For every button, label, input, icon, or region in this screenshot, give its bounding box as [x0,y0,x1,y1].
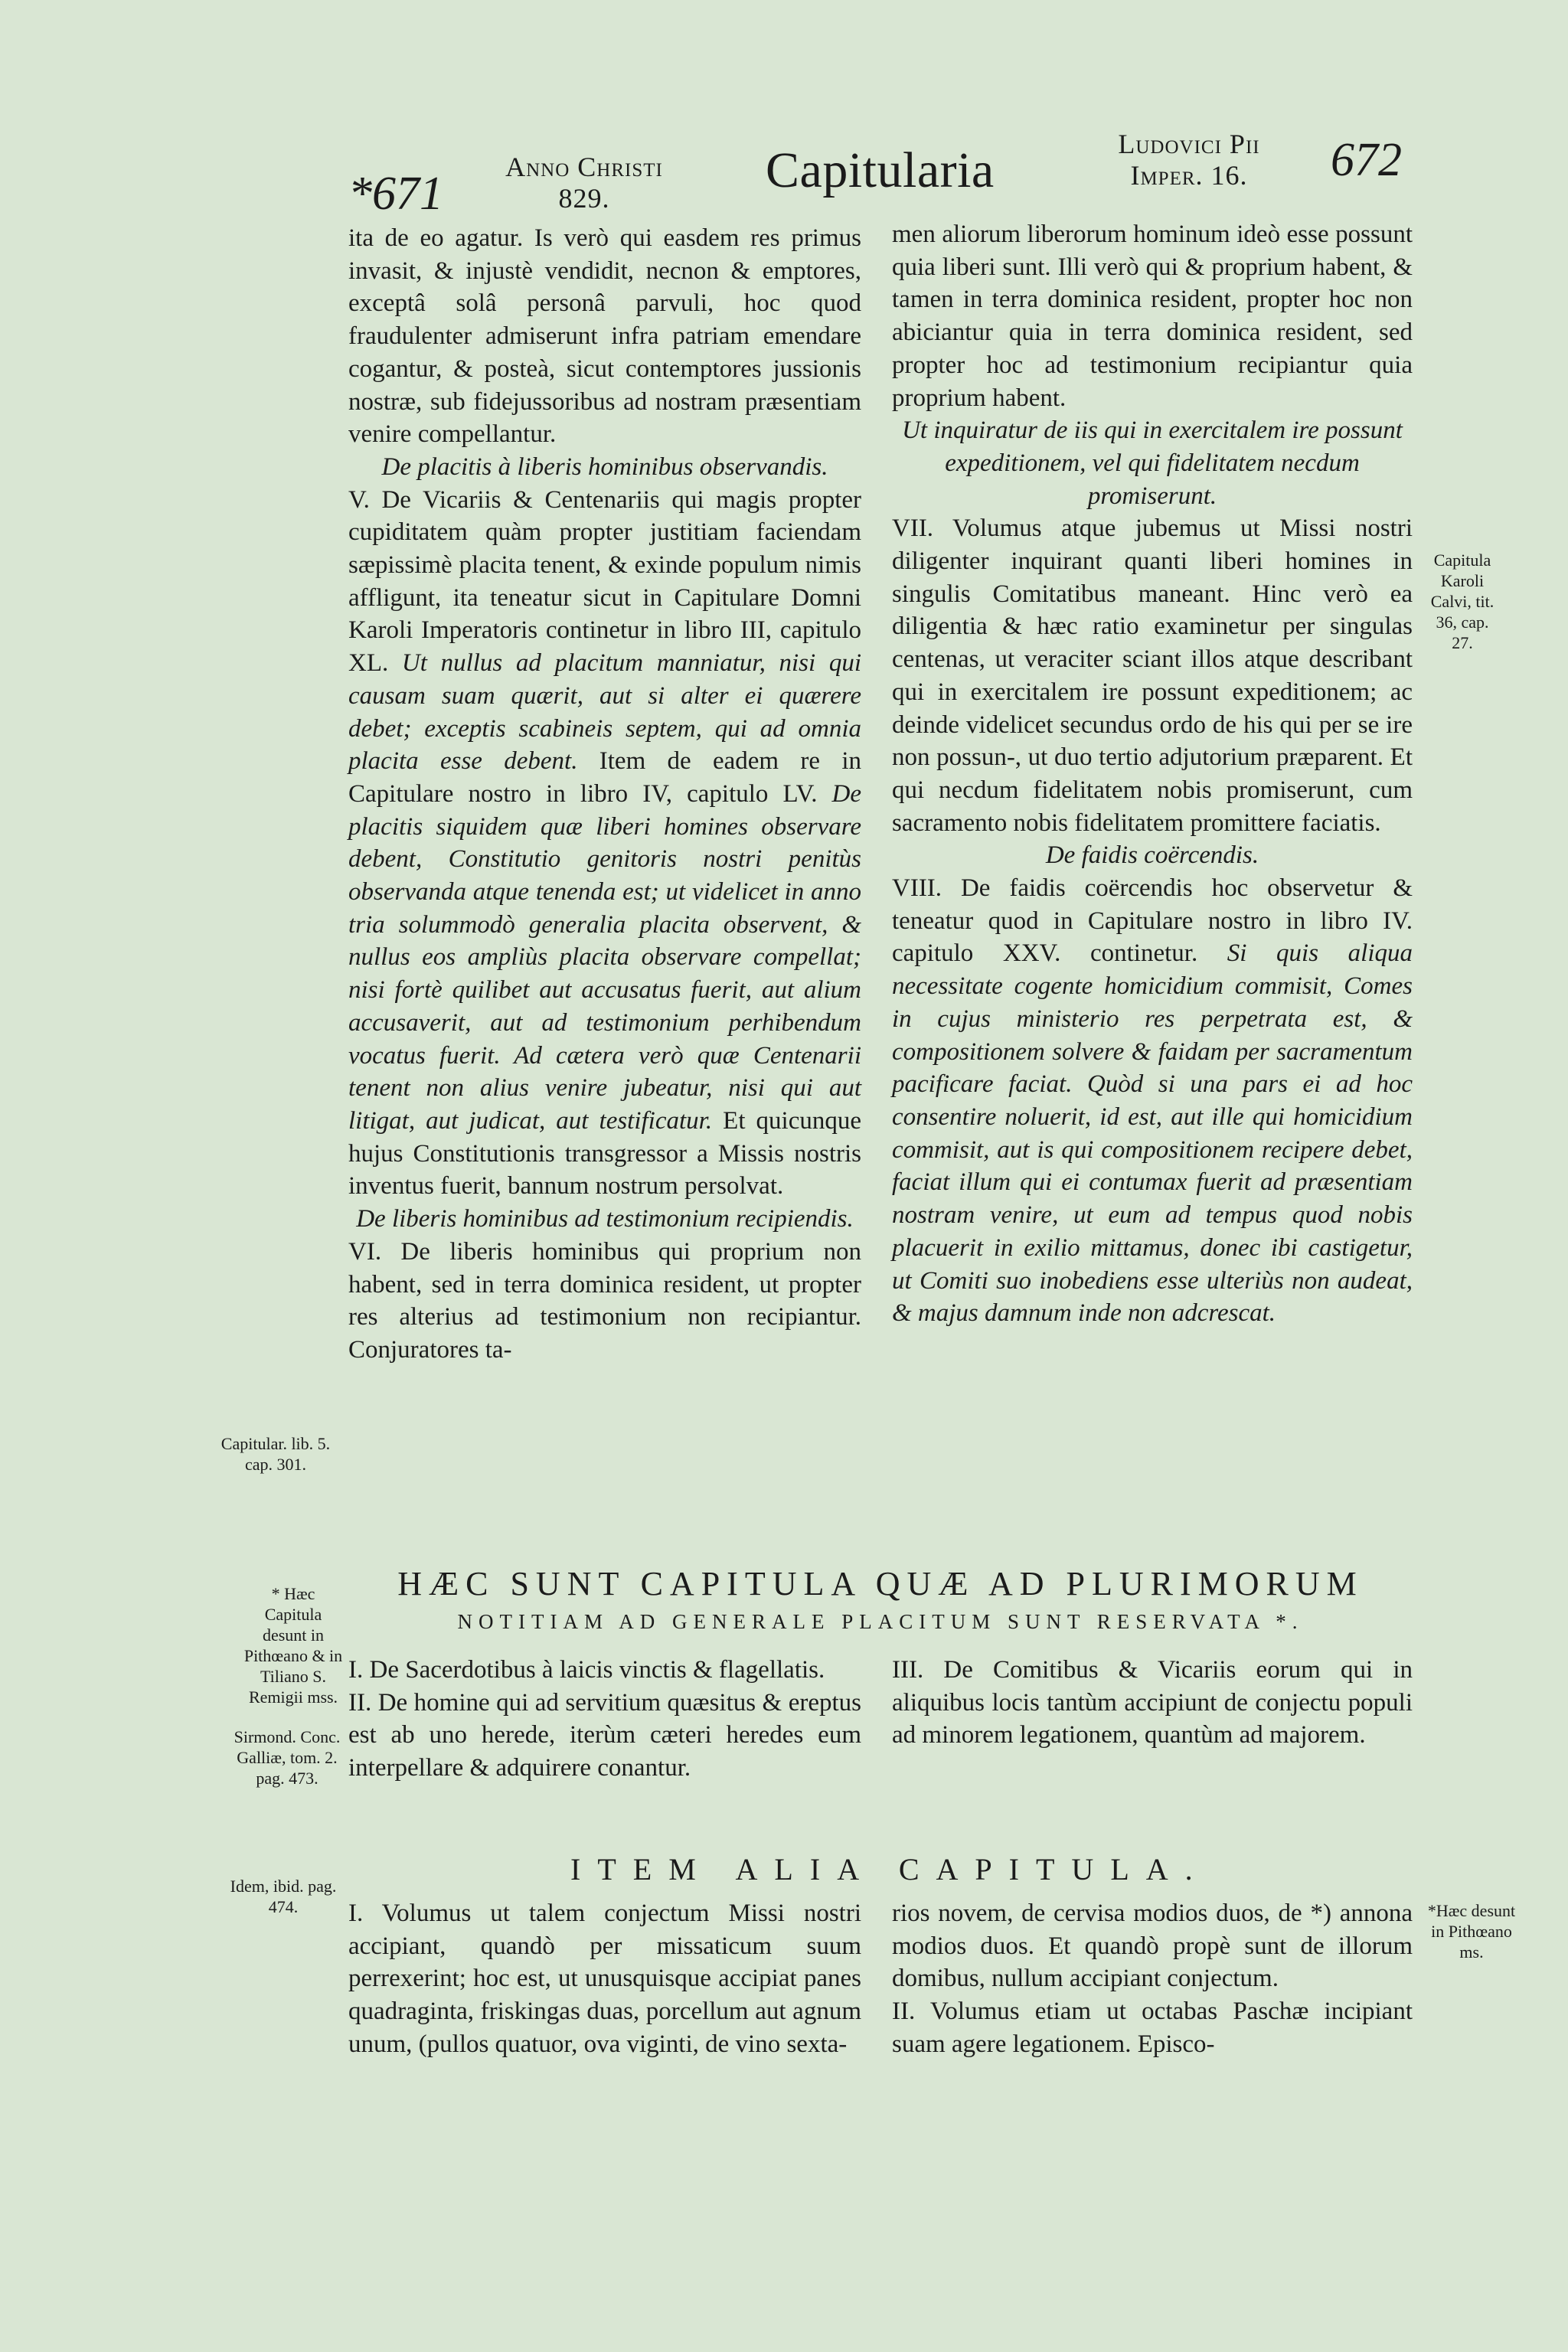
section-subtitle: NOTITIAM AD GENERALE PLACITUM SUNT RESERVATA *. [457,1610,1304,1633]
section-heading: Ut inquiratur de iis qui in exercitalem ire possunt expeditionem, vel qui fidelitatem necdum promiserunt. [902,416,1403,510]
running-head-right-line2: Imper. 16. [1130,160,1248,191]
paragraph: VI. De liberis hominibus qui proprium non habent, sed in terra dominica resident, ut propter res alterius ad testimonium non recipiantur. Conjuratores ta- [348,1237,861,1364]
paragraph: III. De Comitibus & Vicariis eorum qui in aliquibus locis tantùm accipiunt de conjectu populi ad minorem legationem, quantùm ad majorem. [892,1656,1413,1749]
section2-title: ITEM ALIA CAPITULA. [570,1852,1210,1886]
paragraph: II. De homine qui ad servitium quæsitus & ereptus est ab uno herede, iterùm cæteri heredes eum interpellare & adquirere conantur. [348,1688,861,1782]
page-number: 671 [372,168,443,220]
paragraph: rios novem, de cervisa modios duos, de *) annona modios duos. Et quandò propè sunt de illorum domibus, nullum accipiant conjectum. [892,1900,1413,1993]
quote-span: Ut nullus ad placitum manniatur, nisi qui causam suam quærit, aut si alter ei quærere debet; exceptis scabineis septem, qui ad omnia placita esse debent. [348,649,861,776]
paragraph: ita de eo agatur. Is verò qui easdem res primus invasit, & injustè vendidit, necnon & emptores, exceptâ solâ personâ parvuli, hoc quod fraudulenter admiserunt infra patriam emendare cogantur, & posteà, sicut contemptores jussionis nostræ, sub fidejussoribus ad nostram præsentiam venire compellantur. [348,224,861,449]
margin-note: Capitular. lib. 5. cap. 301. [220,1434,331,1474]
left-page-number [348,168,443,220]
paragraph: VII. Volumus atque jubemus ut Missi nostri diligenter inquirant quanti liberi homines in singulis Comitatibus maneant. Hinc verò ea diligentia & hæc ratio examinetur per singulas centenas, ut veraciter sciant illos atque describant qui in exercitalem ire possunt expeditionem; ac deinde videlicet secundus ordo de his qui per se ire non possun-, ut duo tertio adjutorium præparent. Et qui necdum fidelitatem nobis promiserunt, cum sacramento nobis fidelitatem promittere faciatis. [892,514,1413,837]
margin-note: * Hæc Capitula desunt in Pithœano & in Tiliano S. Remigii mss. [243,1584,343,1707]
section-right-column [892,1654,1413,1752]
text-span: Et quicunque hujus Constitutionis transgressor a Missis nostris inventus fuerit, bannum nostrum persolvat. [348,1106,861,1200]
section2-left-column [348,1897,861,2061]
section-title: HÆC SUNT CAPITULA QUÆ AD PLURIMORUM [397,1565,1364,1602]
right-page-number: 672 [1331,134,1402,186]
running-head-right [1086,129,1292,192]
paragraph: II. Volumus etiam ut octabas Paschæ incipiant suam agere legationem. Episco- [892,1998,1413,2058]
paragraph: I. Volumus ut talem conjectum Missi nostri accipiant, quandò per missaticum suum perrexerint; hoc est, ut unusquisque accipiat panes quadraginta, friskingas duas, porcellum aut agnum unum, (pullos quatuor, ova viginti, de vino sexta- [348,1900,861,2058]
paragraph: men aliorum liberorum hominum ideò esse possunt quia liberi sunt. Illi verò qui & proprium habent, & tamen in terra dominica resident, propter hoc non abiciantur quia in terra dominica resident, sed propter hoc ad testimonium recipiantur quia proprium habent. [892,220,1413,412]
quote-span: De placitis siquidem quæ liberi homines observare debent, Constitutio genitoris nostri penitùs observanda atque tenenda est; ut videlicet in anno tria solummodò generalia placita observent, & nullus eos ampliùs placita observare compellat; nisi fortè quilibet aut accusatus fuerit, aut alium accusaverit, aut ad testimonium perhibendum vocatus fuerit. Ad cætera verò quæ Centenarii tenent non alius venire jubeatur, nisi qui aut litigat, aut judicat, aut testificatur. [348,779,862,1135]
margin-note: Sirmond. Conc. Galliæ, tom. 2. pag. 473. [234,1727,341,1788]
running-head-left-line2: 829. [558,183,610,214]
section2-right-column [892,1897,1413,2061]
paragraph: I. De Sacerdotibus à laicis vinctis & flagellatis. [348,1656,825,1684]
text-span: Item de eadem re in Capitulare nostro in libro IV, capitulo LV. [348,747,862,808]
margin-note: Capitula Karoli Calvi, tit. 36, cap. 27. [1430,550,1494,652]
running-head-left [473,152,695,215]
section-heading: De liberis hominibus ad testimonium recipiendis. [356,1205,854,1233]
paragraph [892,872,1413,1330]
running-head-right-line1: Ludovici Pii [1118,129,1260,159]
page-marker: * [348,168,372,220]
text-span: VIII. De faidis coërcendis hoc observetur & teneatur quod in Capitulare nostro in libro IV. capitulo XXV. continetur. [892,874,1413,968]
section-heading: De faidis coërcendis. [1045,841,1259,870]
paragraph [348,484,861,1203]
section-heading: De placitis à liberis hominibus observandis. [381,452,828,481]
page-title: Capitularia [766,142,995,198]
text-span: V. De Vicariis & Centenariis qui magis propter cupiditatem quàm propter justitiam faciendam sæpissimè placita tenent, & exinde populum nimis affligunt, ita teneatur sicut in Capitulare Domni Karoli Imperatoris continetur in libro III, capitulo XL. [348,485,861,678]
running-head-left-line1: Anno Christi [505,152,663,182]
quote-span: Si quis aliqua necessitate cogente homicidium commisit, Comes in cujus ministerio res perpetrata est, & compositionem solvere & faidam per sacramentum pacificare faciat. Quòd si una pars ei ad hoc consentire noluerit, id est, aut ille qui homicidium commisit, aut is qui compositionem recipere debet, faciat illum qui ei contumax fuerit ad præsentiam nostram venire, ut eum ad tempus quod nobis placuerit in exilio mittamus, donec ibi castigetur, ut Comiti suo inobediens esse ulteriùs non audeat, & majus damnum inde non adcrescat. [892,939,1413,1328]
margin-note: *Hæc desunt in Pithœano ms. [1427,1901,1516,1962]
left-column [348,222,861,1367]
right-column [892,218,1413,1330]
section-left-column [348,1654,861,1785]
margin-note: Idem, ibid. pag. 474. [230,1877,337,1916]
